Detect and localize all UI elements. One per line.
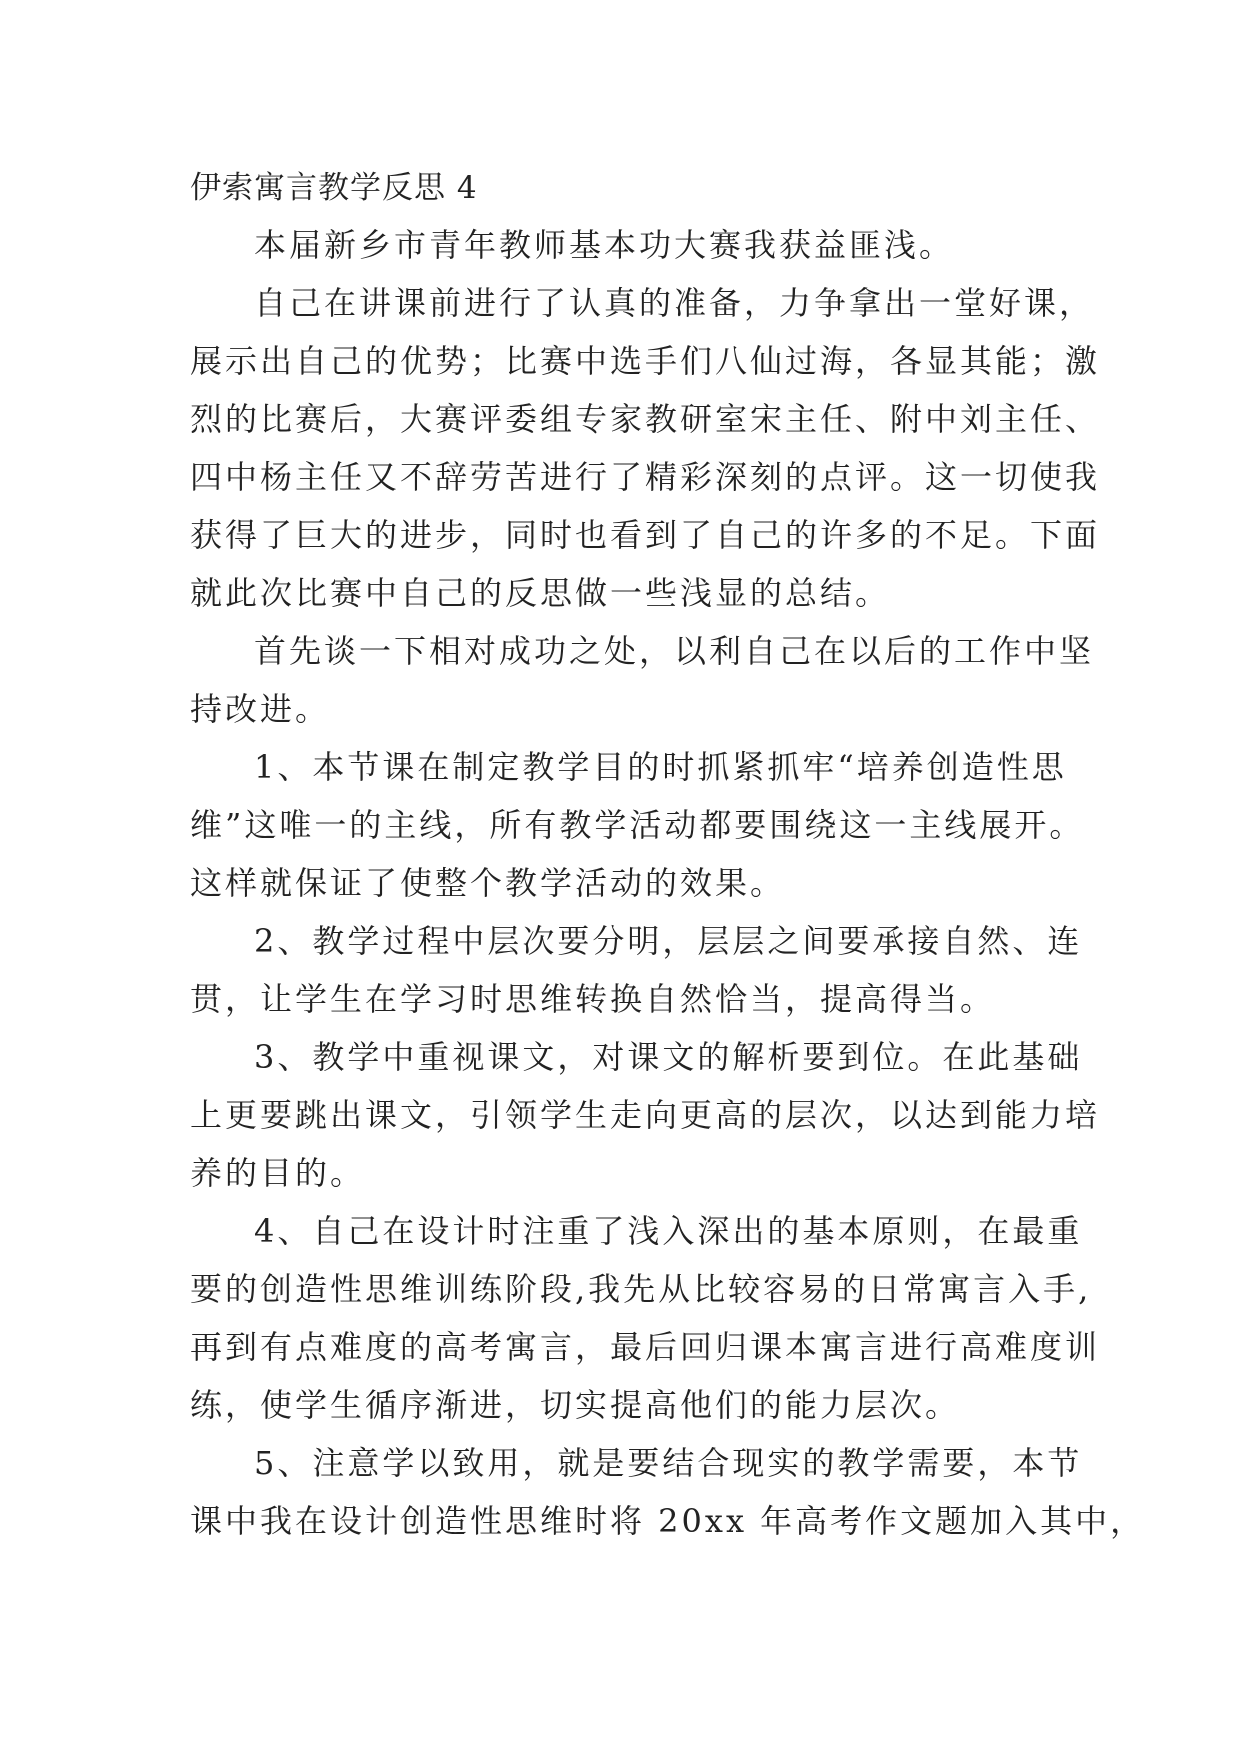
paragraph-line: 练，使学生循序渐进，切实提高他们的能力层次。 bbox=[190, 1386, 961, 1424]
paragraph-line: 这样就保证了使整个教学活动的效果。 bbox=[190, 864, 786, 902]
paragraph-line: 课中我在设计创造性思维时将 20xx 年高考作文题加入其中， bbox=[190, 1502, 1146, 1540]
paragraph-line: 展示出自己的优势；比赛中选手们八仙过海，各显其能；激 bbox=[190, 342, 1101, 380]
paragraph-line: 维”这唯一的主线，所有教学活动都要围绕这一主线展开。 bbox=[190, 806, 1085, 844]
paragraph-line: 养的目的。 bbox=[190, 1154, 366, 1192]
paragraph-line: 自己在讲课前进行了认真的准备，力争拿出一堂好课， bbox=[254, 284, 1095, 322]
paragraph-line: 再到有点难度的高考寓言，最后回归课本寓言进行高难度训 bbox=[190, 1328, 1101, 1366]
paragraph-line: 首先谈一下相对成功之处，以利自己在以后的工作中坚 bbox=[254, 632, 1095, 670]
paragraph-line: 烈的比赛后，大赛评委组专家教研室宋主任、附中刘主任、 bbox=[190, 400, 1101, 438]
paragraph-line: 本届新乡市青年教师基本功大赛我获益匪浅。 bbox=[254, 226, 955, 264]
paragraph-line: 持改进。 bbox=[190, 690, 331, 728]
paragraph-line: 就此次比赛中自己的反思做一些浅显的总结。 bbox=[190, 574, 891, 612]
paragraph-line: 上更要跳出课文，引领学生走向更高的层次，以达到能力培 bbox=[190, 1096, 1101, 1134]
paragraph-line: 1、本节课在制定教学目的时抓紧抓牢“培养创造性思 bbox=[254, 748, 1067, 786]
paragraph-line: 5、注意学以致用，就是要结合现实的教学需要，本节 bbox=[254, 1444, 1083, 1482]
paragraph-line: 4、自己在设计时注重了浅入深出的基本原则，在最重 bbox=[254, 1212, 1083, 1250]
paragraph-line: 贯，让学生在学习时思维转换自然恰当，提高得当。 bbox=[190, 980, 996, 1018]
document-title: 伊索寓言教学反思 4 bbox=[190, 170, 478, 206]
paragraph-line: 要的创造性思维训练阶段,我先从比较容易的日常寓言入手, bbox=[190, 1270, 1092, 1308]
paragraph-line: 3、教学中重视课文，对课文的解析要到位。在此基础 bbox=[254, 1038, 1083, 1076]
paragraph-line: 四中杨主任又不辞劳苦进行了精彩深刻的点评。这一切使我 bbox=[190, 458, 1101, 496]
paragraph-line: 2、教学过程中层次要分明，层层之间要承接自然、连 bbox=[254, 922, 1083, 960]
paragraph-line: 获得了巨大的进步，同时也看到了自己的许多的不足。下面 bbox=[190, 516, 1101, 554]
